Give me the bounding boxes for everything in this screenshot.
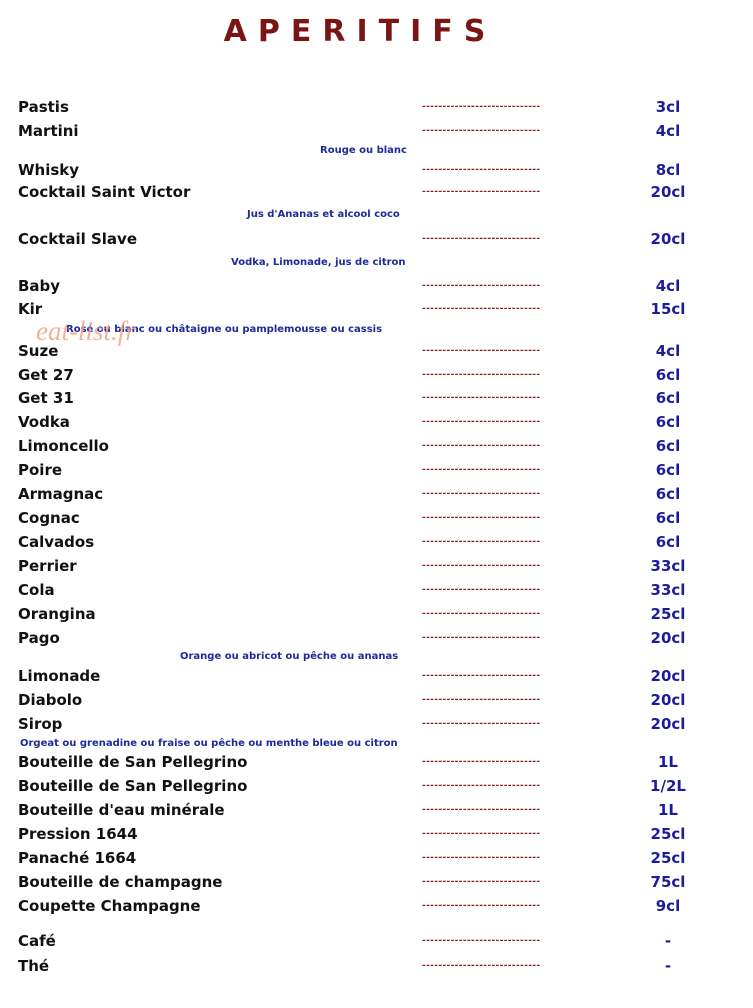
item-name: Whisky [18, 161, 80, 179]
item-price: 6cl [655, 533, 681, 551]
menu-item [0, 555, 753, 577]
item-price: - [664, 932, 672, 950]
item-price: 20cl [650, 715, 686, 733]
item-price: 33cl [650, 557, 686, 575]
item-note: Rosé ou blanc ou châtaigne ou pamplemousse ou cassis [66, 324, 383, 335]
item-leader-dots: ----------------------------- [422, 126, 541, 136]
item-note: Orgeat ou grenadine ou fraise ou pêche ou menthe bleue ou citron [20, 738, 398, 749]
item-price: 20cl [650, 230, 686, 248]
item-price: 75cl [650, 873, 686, 891]
menu-item [0, 799, 753, 821]
item-name: Cola [18, 581, 55, 599]
item-price: 20cl [650, 629, 686, 647]
item-leader-dots: ----------------------------- [422, 370, 541, 380]
item-leader-dots: ----------------------------- [422, 537, 541, 547]
item-leader-dots: ----------------------------- [422, 829, 541, 839]
item-note: Orange ou abricot ou pêche ou ananas [180, 651, 399, 662]
item-price: 1L [658, 801, 678, 819]
menu-item [0, 847, 753, 869]
menu-item [0, 459, 753, 481]
item-name: Coupette Champagne [18, 897, 201, 915]
item-price: 15cl [650, 300, 686, 318]
item-leader-dots: ----------------------------- [422, 102, 541, 112]
item-name: Panaché 1664 [18, 849, 137, 867]
item-name: Get 31 [18, 389, 74, 407]
menu-item [0, 483, 753, 505]
menu-item [0, 823, 753, 845]
menu-item [0, 775, 753, 797]
menu-item [0, 181, 753, 203]
item-note: Vodka, Limonade, jus de citron [231, 257, 406, 268]
item-name: Thé [18, 957, 50, 975]
item-name: Sirop [18, 715, 63, 733]
item-leader-dots: ----------------------------- [422, 281, 541, 291]
item-price: 4cl [655, 122, 681, 140]
item-name: Suze [18, 342, 59, 360]
item-leader-dots: ----------------------------- [422, 585, 541, 595]
item-name: Orangina [18, 605, 96, 623]
item-leader-dots: ----------------------------- [422, 901, 541, 911]
item-name: Calvados [18, 533, 95, 551]
item-price: 8cl [655, 161, 681, 179]
item-leader-dots: ----------------------------- [422, 936, 541, 946]
item-leader-dots: ----------------------------- [422, 781, 541, 791]
item-name: Cocktail Slave [18, 230, 137, 248]
item-price: 3cl [655, 98, 681, 116]
item-leader-dots: ----------------------------- [422, 805, 541, 815]
item-price: 6cl [655, 366, 681, 384]
menu-item [0, 665, 753, 687]
item-price: 25cl [650, 825, 686, 843]
item-name: Kir [18, 300, 43, 318]
item-leader-dots: ----------------------------- [422, 304, 541, 314]
menu-item [0, 531, 753, 553]
menu-item [0, 871, 753, 893]
item-leader-dots: ----------------------------- [422, 165, 541, 175]
item-leader-dots: ----------------------------- [422, 187, 541, 197]
menu-item [0, 507, 753, 529]
item-leader-dots: ----------------------------- [422, 393, 541, 403]
item-leader-dots: ----------------------------- [422, 719, 541, 729]
item-leader-dots: ----------------------------- [422, 757, 541, 767]
menu-item [0, 751, 753, 773]
menu-item [0, 689, 753, 711]
item-name: Poire [18, 461, 63, 479]
menu-item [0, 603, 753, 625]
item-leader-dots: ----------------------------- [422, 609, 541, 619]
menu-item [0, 930, 753, 952]
watermark: eat-list.fr [36, 316, 136, 346]
menu-item [0, 411, 753, 433]
menu-item [0, 96, 753, 118]
item-leader-dots: ----------------------------- [422, 441, 541, 451]
item-leader-dots: ----------------------------- [422, 671, 541, 681]
menu-item [0, 275, 753, 297]
item-price: 4cl [655, 277, 681, 295]
menu-item [0, 713, 753, 735]
item-name: Get 27 [18, 366, 74, 384]
menu-item [0, 435, 753, 457]
item-name: Pression 1644 [18, 825, 138, 843]
item-name: Bouteille de San Pellegrino [18, 753, 248, 771]
item-leader-dots: ----------------------------- [422, 234, 541, 244]
menu-item [0, 627, 753, 649]
item-name: Bouteille de San Pellegrino [18, 777, 248, 795]
item-leader-dots: ----------------------------- [422, 695, 541, 705]
item-name: Bouteille d'eau minérale [18, 801, 225, 819]
item-price: 1L [658, 753, 678, 771]
item-name: Limonade [18, 667, 101, 685]
menu-item [0, 895, 753, 917]
menu-title: APERITIFS [223, 14, 497, 49]
item-leader-dots: ----------------------------- [422, 633, 541, 643]
item-leader-dots: ----------------------------- [422, 346, 541, 356]
menu-item [0, 159, 753, 181]
item-name: Cognac [18, 509, 80, 527]
item-price: 6cl [655, 509, 681, 527]
item-price: 20cl [650, 667, 686, 685]
item-leader-dots: ----------------------------- [422, 489, 541, 499]
item-price: 20cl [650, 183, 686, 201]
item-leader-dots: ----------------------------- [422, 961, 541, 971]
item-price: 4cl [655, 342, 681, 360]
item-leader-dots: ----------------------------- [422, 513, 541, 523]
item-leader-dots: ----------------------------- [422, 877, 541, 887]
item-name: Cocktail Saint Victor [18, 183, 191, 201]
item-name: Pago [18, 629, 60, 647]
item-name: Limoncello [18, 437, 109, 455]
item-note: Rouge ou blanc [320, 145, 407, 156]
item-name: Perrier [18, 557, 77, 575]
item-name: Vodka [18, 413, 70, 431]
item-leader-dots: ----------------------------- [422, 465, 541, 475]
item-name: Martini [18, 122, 79, 140]
item-note: Jus d'Ananas et alcool coco [247, 209, 400, 220]
item-name: Café [18, 932, 56, 950]
menu-item [0, 955, 753, 977]
item-price: 20cl [650, 691, 686, 709]
item-price: 9cl [655, 897, 681, 915]
item-price: 6cl [655, 485, 681, 503]
item-leader-dots: ----------------------------- [422, 853, 541, 863]
item-price: 6cl [655, 437, 681, 455]
menu-item [0, 120, 753, 142]
item-leader-dots: ----------------------------- [422, 417, 541, 427]
item-price: 6cl [655, 413, 681, 431]
item-price: 25cl [650, 849, 686, 867]
item-name: Bouteille de champagne [18, 873, 223, 891]
item-price: 6cl [655, 389, 681, 407]
menu-item [0, 579, 753, 601]
item-leader-dots: ----------------------------- [422, 561, 541, 571]
item-name: Diabolo [18, 691, 83, 709]
item-price: 1/2L [650, 777, 686, 795]
item-name: Pastis [18, 98, 69, 116]
item-price: 6cl [655, 461, 681, 479]
item-name: Armagnac [18, 485, 104, 503]
item-price: 25cl [650, 605, 686, 623]
menu-item [0, 364, 753, 386]
menu-item [0, 387, 753, 409]
item-price: - [664, 957, 672, 975]
item-name: Baby [18, 277, 61, 295]
item-price: 33cl [650, 581, 686, 599]
menu-item [0, 228, 753, 250]
